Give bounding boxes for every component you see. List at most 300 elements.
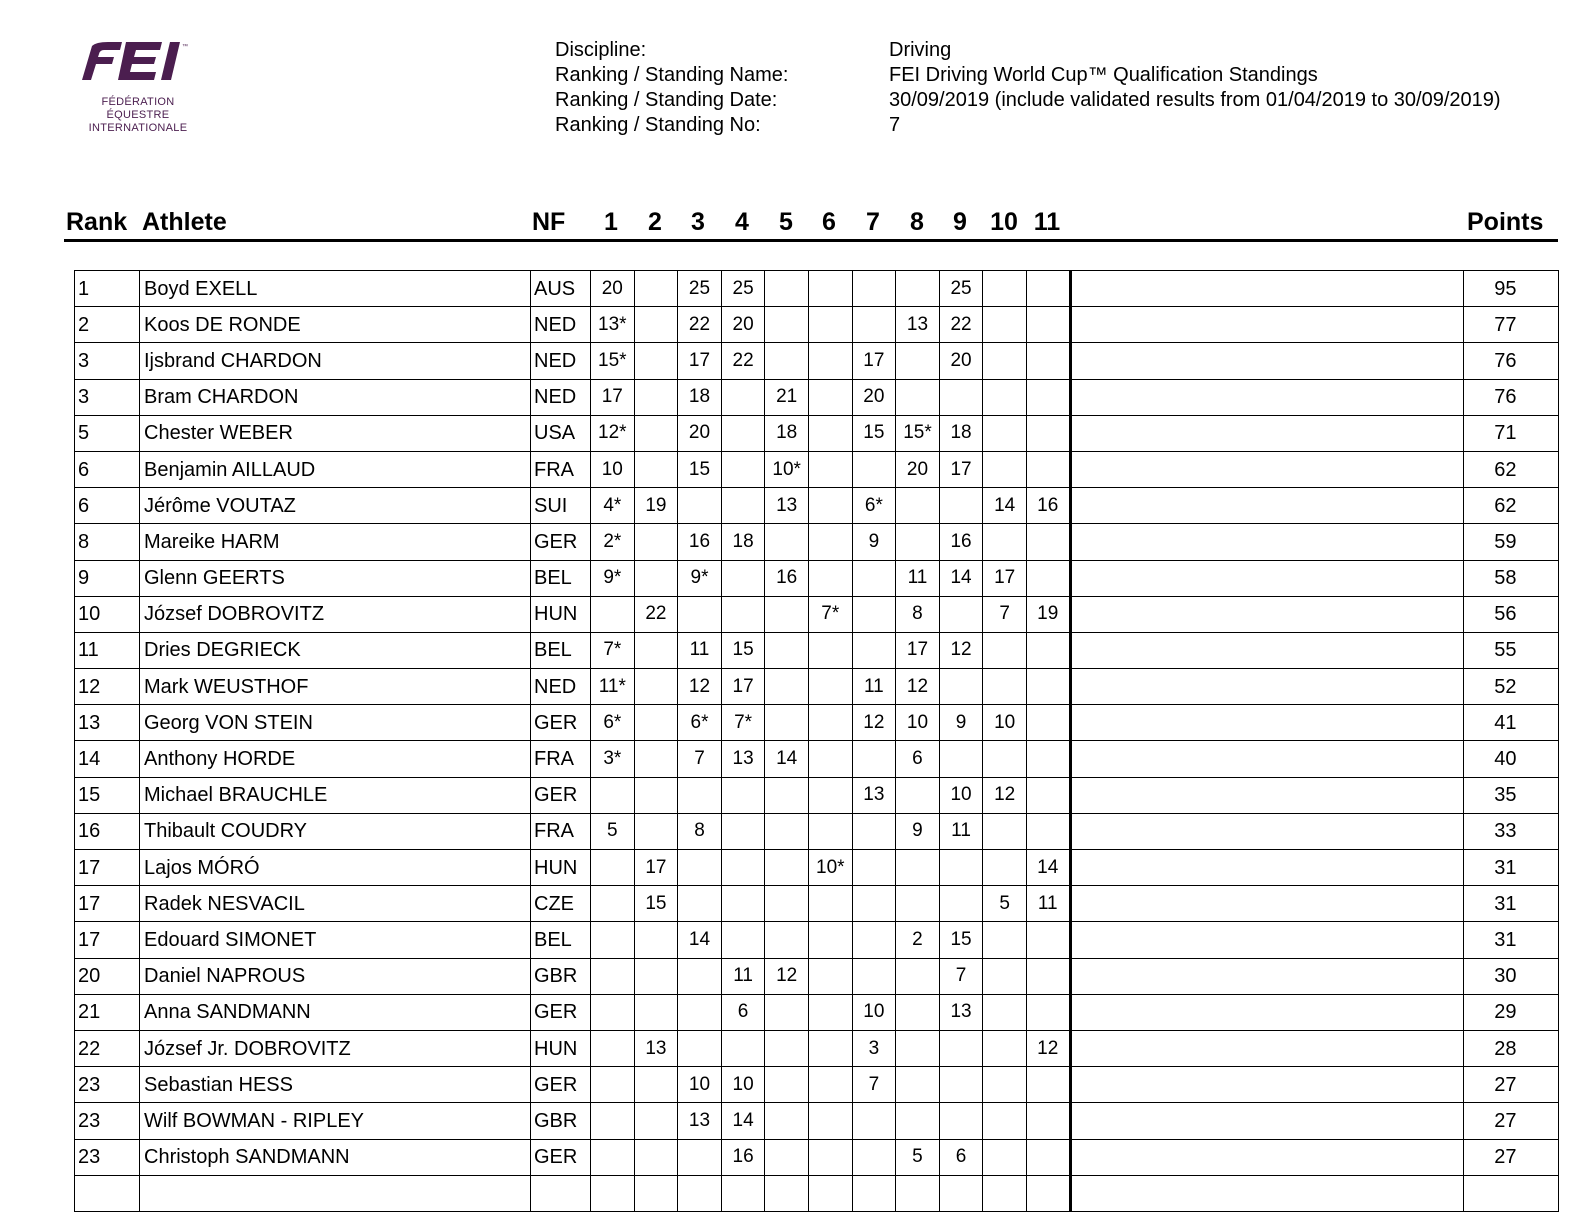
event-score-cell xyxy=(983,415,1027,451)
event-score-cell xyxy=(721,850,765,886)
event-score-cell xyxy=(634,994,678,1030)
table-row xyxy=(75,777,1559,813)
points-cell: 31 xyxy=(1463,850,1558,886)
event-score-cell xyxy=(765,850,809,886)
points-cell: 56 xyxy=(1463,596,1558,632)
rank-cell: 5 xyxy=(75,415,140,451)
spacer-cell xyxy=(1070,451,1463,487)
rank-cell: 9 xyxy=(75,560,140,596)
points-cell: 62 xyxy=(1463,451,1558,487)
event-score-cell: 20 xyxy=(896,451,940,487)
event-score-cell xyxy=(896,271,940,307)
nf-cell: HUN xyxy=(531,596,591,632)
event-score-cell xyxy=(721,451,765,487)
event-score-cell xyxy=(591,994,635,1030)
event-score-cell: 14 xyxy=(1026,850,1070,886)
rank-cell: 2 xyxy=(75,307,140,343)
event-score-cell xyxy=(1026,705,1070,741)
event-score-cell xyxy=(634,632,678,668)
nf-cell: BEL xyxy=(531,632,591,668)
rank-cell: 16 xyxy=(75,813,140,849)
event-score-cell: 25 xyxy=(721,271,765,307)
points-cell: 31 xyxy=(1463,886,1558,922)
points-cell: 33 xyxy=(1463,813,1558,849)
event-score-cell: 12 xyxy=(852,705,896,741)
table-row xyxy=(75,560,1559,596)
event-score-cell xyxy=(808,271,852,307)
svg-text:™: ™ xyxy=(182,44,188,50)
event-score-cell: 12 xyxy=(939,632,983,668)
event-score-cell xyxy=(983,379,1027,415)
athlete-cell: Glenn GEERTS xyxy=(140,560,531,596)
table-row xyxy=(75,1067,1559,1103)
event-score-cell: 10 xyxy=(678,1067,722,1103)
event-score-cell: 6* xyxy=(678,705,722,741)
spacer-cell xyxy=(1070,307,1463,343)
event-score-cell xyxy=(678,1030,722,1066)
rank-cell: 3 xyxy=(75,343,140,379)
nf-cell: FRA xyxy=(531,813,591,849)
event-score-cell xyxy=(896,379,940,415)
event-score-cell xyxy=(678,1175,722,1211)
event-score-cell: 6 xyxy=(896,741,940,777)
event-score-cell xyxy=(591,1175,635,1211)
event-score-cell xyxy=(1026,669,1070,705)
header-points: Points xyxy=(1467,208,1544,236)
event-score-cell: 22 xyxy=(634,596,678,632)
nf-cell xyxy=(531,1175,591,1211)
table-row xyxy=(75,813,1559,849)
event-score-cell xyxy=(765,596,809,632)
athlete-cell: Sebastian HESS xyxy=(140,1067,531,1103)
event-score-cell xyxy=(939,1103,983,1139)
event-score-cell xyxy=(765,1175,809,1211)
event-score-cell: 10 xyxy=(896,705,940,741)
header-event-7: 7 xyxy=(866,208,880,236)
points-cell: 52 xyxy=(1463,669,1558,705)
table-row xyxy=(75,1030,1559,1066)
event-score-cell: 12 xyxy=(983,777,1027,813)
event-score-cell: 13 xyxy=(678,1103,722,1139)
event-score-cell xyxy=(852,271,896,307)
logo-subtitle xyxy=(78,96,198,135)
event-score-cell xyxy=(896,886,940,922)
event-score-cell xyxy=(765,271,809,307)
standings-body xyxy=(75,271,1559,1212)
rank-cell: 12 xyxy=(75,669,140,705)
event-score-cell: 20 xyxy=(939,343,983,379)
event-score-cell: 9* xyxy=(678,560,722,596)
event-score-cell xyxy=(983,1103,1027,1139)
event-score-cell xyxy=(634,271,678,307)
event-score-cell xyxy=(591,596,635,632)
event-score-cell: 17 xyxy=(983,560,1027,596)
points-cell: 55 xyxy=(1463,632,1558,668)
header-event-1: 1 xyxy=(604,208,618,236)
event-score-cell xyxy=(765,1139,809,1175)
event-score-cell xyxy=(808,958,852,994)
event-score-cell xyxy=(1026,1103,1070,1139)
points-cell: 58 xyxy=(1463,560,1558,596)
event-score-cell xyxy=(808,922,852,958)
event-score-cell xyxy=(634,741,678,777)
event-score-cell xyxy=(896,777,940,813)
event-score-cell: 15 xyxy=(721,632,765,668)
event-score-cell: 7 xyxy=(939,958,983,994)
header-event-11: 11 xyxy=(1033,208,1061,236)
event-score-cell xyxy=(852,850,896,886)
athlete-cell: Thibault COUDRY xyxy=(140,813,531,849)
event-score-cell xyxy=(721,777,765,813)
meta-label-discipline: Discipline: xyxy=(555,39,647,61)
table-row xyxy=(75,669,1559,705)
event-score-cell xyxy=(896,850,940,886)
points-cell: 40 xyxy=(1463,741,1558,777)
rank-cell: 23 xyxy=(75,1067,140,1103)
event-score-cell xyxy=(852,596,896,632)
athlete-cell: Chester WEBER xyxy=(140,415,531,451)
event-score-cell xyxy=(808,1030,852,1066)
rank-cell: 17 xyxy=(75,886,140,922)
spacer-cell xyxy=(1070,669,1463,705)
points-cell: 71 xyxy=(1463,415,1558,451)
event-score-cell: 14 xyxy=(983,488,1027,524)
rank-cell: 17 xyxy=(75,850,140,886)
spacer-cell xyxy=(1070,415,1463,451)
table-row xyxy=(75,958,1559,994)
event-score-cell xyxy=(634,343,678,379)
rank-cell: 10 xyxy=(75,596,140,632)
event-score-cell xyxy=(808,632,852,668)
event-score-cell: 13 xyxy=(721,741,765,777)
points-cell: 95 xyxy=(1463,271,1558,307)
event-score-cell: 5 xyxy=(591,813,635,849)
athlete-cell: Georg VON STEIN xyxy=(140,705,531,741)
event-score-cell xyxy=(591,850,635,886)
spacer-cell xyxy=(1070,777,1463,813)
event-score-cell xyxy=(896,1067,940,1103)
event-score-cell: 5 xyxy=(896,1139,940,1175)
event-score-cell: 22 xyxy=(721,343,765,379)
event-score-cell xyxy=(765,1067,809,1103)
event-score-cell: 25 xyxy=(678,271,722,307)
event-score-cell: 13 xyxy=(896,307,940,343)
event-score-cell xyxy=(1026,813,1070,849)
event-score-cell xyxy=(983,813,1027,849)
athlete-cell: József Jr. DOBROVITZ xyxy=(140,1030,531,1066)
event-score-cell: 13 xyxy=(634,1030,678,1066)
event-score-cell: 13 xyxy=(939,994,983,1030)
event-score-cell: 20 xyxy=(678,415,722,451)
event-score-cell: 16 xyxy=(678,524,722,560)
table-row xyxy=(75,1103,1559,1139)
rank-cell: 6 xyxy=(75,488,140,524)
event-score-cell xyxy=(765,524,809,560)
nf-cell: NED xyxy=(531,307,591,343)
event-score-cell: 3 xyxy=(852,1030,896,1066)
event-score-cell xyxy=(939,1175,983,1211)
event-score-cell: 13 xyxy=(852,777,896,813)
nf-cell: NED xyxy=(531,669,591,705)
event-score-cell: 11 xyxy=(896,560,940,596)
event-score-cell xyxy=(896,1175,940,1211)
event-score-cell: 11 xyxy=(852,669,896,705)
event-score-cell xyxy=(896,958,940,994)
table-row xyxy=(75,705,1559,741)
event-score-cell xyxy=(983,1030,1027,1066)
points-cell: 76 xyxy=(1463,343,1558,379)
event-score-cell xyxy=(634,922,678,958)
athlete-cell: Radek NESVACIL xyxy=(140,886,531,922)
event-score-cell: 10* xyxy=(808,850,852,886)
event-score-cell: 5 xyxy=(983,886,1027,922)
event-score-cell xyxy=(1026,524,1070,560)
event-score-cell xyxy=(1026,1175,1070,1211)
athlete-cell: József DOBROVITZ xyxy=(140,596,531,632)
points-cell: 27 xyxy=(1463,1139,1558,1175)
event-score-cell: 15* xyxy=(591,343,635,379)
spacer-cell xyxy=(1070,1067,1463,1103)
event-score-cell: 12 xyxy=(896,669,940,705)
event-score-cell: 8 xyxy=(678,813,722,849)
event-score-cell: 16 xyxy=(939,524,983,560)
athlete-cell: Edouard SIMONET xyxy=(140,922,531,958)
event-score-cell: 15 xyxy=(634,886,678,922)
event-score-cell: 12 xyxy=(765,958,809,994)
table-row xyxy=(75,632,1559,668)
event-score-cell: 7 xyxy=(678,741,722,777)
spacer-cell xyxy=(1070,994,1463,1030)
event-score-cell: 6* xyxy=(852,488,896,524)
logo-subtitle-line: FÉDÉRATION xyxy=(101,96,175,108)
event-score-cell: 7* xyxy=(591,632,635,668)
event-score-cell: 18 xyxy=(721,524,765,560)
event-score-cell xyxy=(678,596,722,632)
meta-value-discipline: Driving xyxy=(889,39,952,61)
event-score-cell xyxy=(1026,994,1070,1030)
athlete-cell: Wilf BOWMAN - RIPLEY xyxy=(140,1103,531,1139)
event-score-cell xyxy=(939,379,983,415)
event-score-cell: 16 xyxy=(765,560,809,596)
points-cell xyxy=(1463,1175,1558,1211)
event-score-cell xyxy=(939,886,983,922)
athlete-cell: Anthony HORDE xyxy=(140,741,531,777)
athlete-cell: Christoph SANDMANN xyxy=(140,1139,531,1175)
event-score-cell: 7 xyxy=(852,1067,896,1103)
event-score-cell xyxy=(765,632,809,668)
nf-cell: GBR xyxy=(531,1103,591,1139)
athlete-cell: Michael BRAUCHLE xyxy=(140,777,531,813)
event-score-cell xyxy=(808,994,852,1030)
spacer-cell xyxy=(1070,596,1463,632)
event-score-cell xyxy=(983,922,1027,958)
event-score-cell xyxy=(939,1067,983,1103)
event-score-cell: 17 xyxy=(634,850,678,886)
event-score-cell xyxy=(983,669,1027,705)
athlete-cell xyxy=(140,1175,531,1211)
event-score-cell xyxy=(591,777,635,813)
event-score-cell: 14 xyxy=(678,922,722,958)
event-score-cell xyxy=(721,415,765,451)
table-row xyxy=(75,1175,1559,1211)
rank-cell: 17 xyxy=(75,922,140,958)
event-score-cell xyxy=(939,741,983,777)
spacer-cell xyxy=(1070,488,1463,524)
event-score-cell xyxy=(721,813,765,849)
meta-label-standing-no: Ranking / Standing No: xyxy=(555,114,761,136)
event-score-cell xyxy=(634,669,678,705)
event-score-cell: 10 xyxy=(721,1067,765,1103)
nf-cell: GER xyxy=(531,777,591,813)
nf-cell: GER xyxy=(531,1139,591,1175)
event-score-cell: 11 xyxy=(1026,886,1070,922)
event-score-cell: 8 xyxy=(896,596,940,632)
event-score-cell xyxy=(765,886,809,922)
event-score-cell xyxy=(983,451,1027,487)
rank-cell: 14 xyxy=(75,741,140,777)
spacer-cell xyxy=(1070,1175,1463,1211)
event-score-cell: 22 xyxy=(678,307,722,343)
table-row xyxy=(75,415,1559,451)
event-score-cell: 17 xyxy=(852,343,896,379)
event-score-cell xyxy=(678,994,722,1030)
table-row xyxy=(75,741,1559,777)
event-score-cell: 9 xyxy=(852,524,896,560)
table-row xyxy=(75,524,1559,560)
event-score-cell: 13* xyxy=(591,307,635,343)
event-score-cell xyxy=(808,307,852,343)
event-score-cell xyxy=(983,994,1027,1030)
event-score-cell xyxy=(591,886,635,922)
event-score-cell xyxy=(1026,271,1070,307)
event-score-cell xyxy=(591,1067,635,1103)
event-score-cell xyxy=(678,958,722,994)
event-score-cell: 25 xyxy=(939,271,983,307)
logo-subtitle-line: INTERNATIONALE xyxy=(88,122,188,134)
rank-cell: 8 xyxy=(75,524,140,560)
points-cell: 62 xyxy=(1463,488,1558,524)
event-score-cell xyxy=(634,813,678,849)
event-score-cell xyxy=(765,922,809,958)
event-score-cell: 14 xyxy=(939,560,983,596)
athlete-cell: Daniel NAPROUS xyxy=(140,958,531,994)
event-score-cell xyxy=(634,379,678,415)
event-score-cell xyxy=(852,922,896,958)
event-score-cell: 10 xyxy=(852,994,896,1030)
event-score-cell xyxy=(634,307,678,343)
event-score-cell xyxy=(1026,415,1070,451)
event-score-cell: 21 xyxy=(765,379,809,415)
event-score-cell xyxy=(634,1175,678,1211)
event-score-cell: 12* xyxy=(591,415,635,451)
event-score-cell xyxy=(939,850,983,886)
event-score-cell xyxy=(896,1103,940,1139)
spacer-cell xyxy=(1070,705,1463,741)
table-row xyxy=(75,451,1559,487)
fei-logo-mark xyxy=(78,40,202,84)
event-score-cell: 11 xyxy=(721,958,765,994)
nf-cell: CZE xyxy=(531,886,591,922)
points-cell: 76 xyxy=(1463,379,1558,415)
event-score-cell: 10* xyxy=(765,451,809,487)
event-score-cell: 19 xyxy=(634,488,678,524)
header-event-6: 6 xyxy=(822,208,836,236)
points-cell: 35 xyxy=(1463,777,1558,813)
meta-values xyxy=(889,38,1501,138)
event-score-cell xyxy=(634,451,678,487)
event-score-cell xyxy=(591,922,635,958)
event-score-cell xyxy=(634,524,678,560)
spacer-cell xyxy=(1070,1139,1463,1175)
event-score-cell xyxy=(939,596,983,632)
header-event-8: 8 xyxy=(910,208,924,236)
event-score-cell xyxy=(721,379,765,415)
event-score-cell xyxy=(983,632,1027,668)
event-score-cell xyxy=(983,524,1027,560)
event-score-cell: 14 xyxy=(765,741,809,777)
event-score-cell: 17 xyxy=(721,669,765,705)
spacer-cell xyxy=(1070,958,1463,994)
event-score-cell xyxy=(896,1030,940,1066)
spacer-cell xyxy=(1070,922,1463,958)
logo-subtitle-line: ÉQUESTRE xyxy=(106,109,170,121)
event-score-cell: 7* xyxy=(808,596,852,632)
event-score-cell xyxy=(1026,741,1070,777)
event-score-cell xyxy=(896,524,940,560)
spacer-cell xyxy=(1070,741,1463,777)
rank-cell: 21 xyxy=(75,994,140,1030)
event-score-cell: 15 xyxy=(678,451,722,487)
nf-cell: FRA xyxy=(531,451,591,487)
event-score-cell xyxy=(852,813,896,849)
event-score-cell: 11 xyxy=(678,632,722,668)
event-score-cell xyxy=(808,488,852,524)
event-score-cell xyxy=(808,1139,852,1175)
event-score-cell xyxy=(983,958,1027,994)
nf-cell: BEL xyxy=(531,560,591,596)
header-athlete: Athlete xyxy=(142,208,227,236)
event-score-cell xyxy=(808,379,852,415)
event-score-cell xyxy=(765,307,809,343)
event-score-cell xyxy=(721,596,765,632)
event-score-cell xyxy=(852,451,896,487)
event-score-cell xyxy=(808,813,852,849)
meta-labels xyxy=(555,38,788,138)
event-score-cell xyxy=(721,1030,765,1066)
points-cell: 77 xyxy=(1463,307,1558,343)
meta-label-standing-date: Ranking / Standing Date: xyxy=(555,89,778,111)
event-score-cell xyxy=(896,488,940,524)
rank-cell xyxy=(75,1175,140,1211)
event-score-cell: 14 xyxy=(721,1103,765,1139)
event-score-cell xyxy=(939,1030,983,1066)
header-event-2: 2 xyxy=(648,208,662,236)
fei-logo xyxy=(78,40,208,140)
event-score-cell: 9 xyxy=(939,705,983,741)
athlete-cell: Ijsbrand CHARDON xyxy=(140,343,531,379)
athlete-cell: Boyd EXELL xyxy=(140,271,531,307)
event-score-cell xyxy=(591,958,635,994)
event-score-cell xyxy=(765,705,809,741)
table-row xyxy=(75,343,1559,379)
event-score-cell xyxy=(808,524,852,560)
spacer-cell xyxy=(1070,560,1463,596)
event-score-cell: 15* xyxy=(896,415,940,451)
nf-cell: GER xyxy=(531,994,591,1030)
event-score-cell xyxy=(678,1139,722,1175)
event-score-cell xyxy=(808,560,852,596)
event-score-cell: 11 xyxy=(939,813,983,849)
